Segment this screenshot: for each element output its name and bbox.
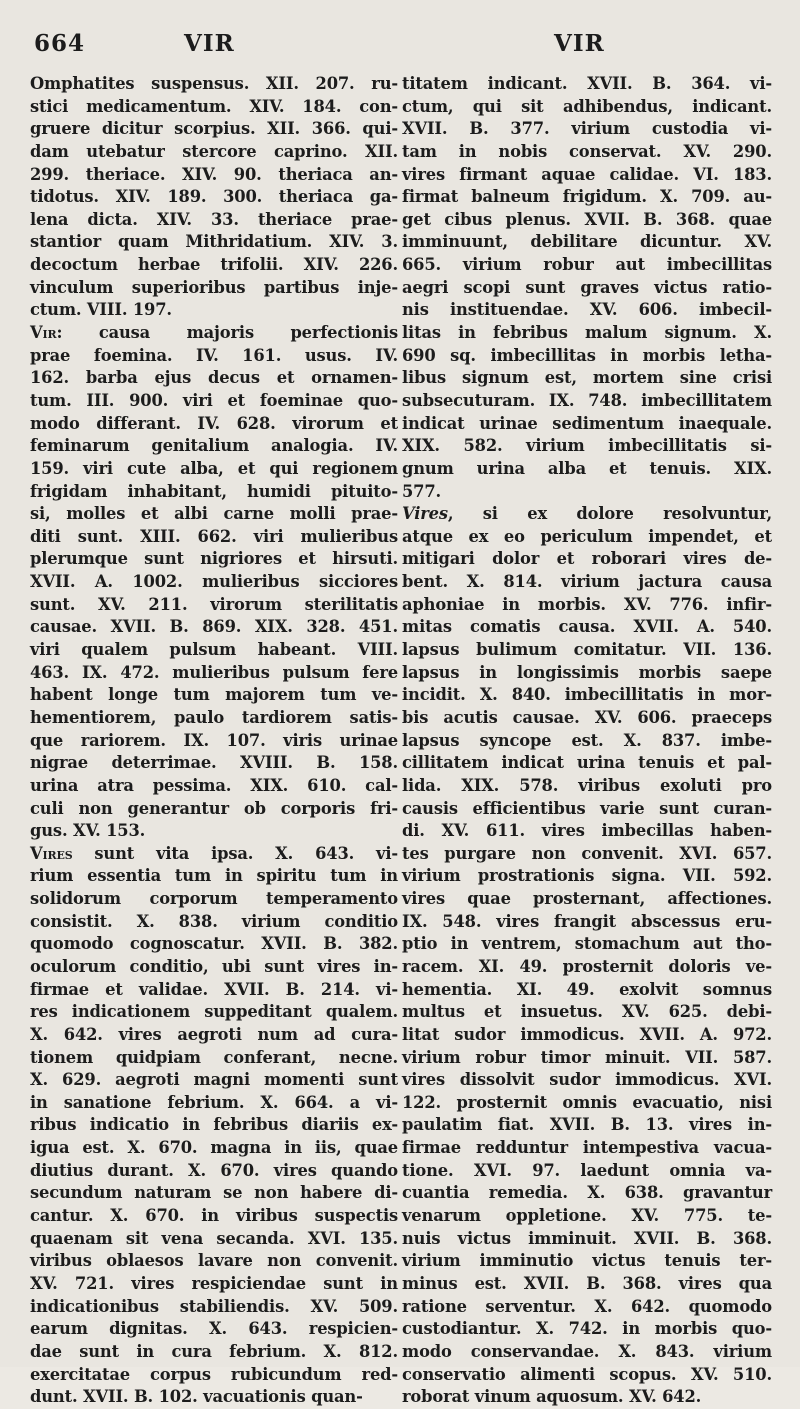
text-line: atque ex eo periculum impendet, et xyxy=(402,526,772,546)
text-line: secundum naturam se non habere di- xyxy=(30,1183,398,1203)
text-line: quomodo cognoscatur. XVII. B. 382. xyxy=(30,934,398,954)
text-line: vinculum superioribus partibus inje- xyxy=(30,277,398,297)
text-line: dam utebatur stercore caprino. XII. xyxy=(30,141,398,161)
text-line: Vires sunt vita ipsa. X. 643. vi- xyxy=(30,843,398,863)
running-head xyxy=(34,30,774,64)
text-line: firmae redduntur intempestiva vacua- xyxy=(402,1138,772,1158)
running-title-left: VIR xyxy=(184,30,235,57)
text-line: indicationibus stabiliendis. XV. 509. xyxy=(30,1296,398,1316)
text-line: Vir: causa majoris perfectionis xyxy=(30,323,398,343)
text-line: subsecuturam. IX. 748. imbecillitatem xyxy=(402,390,772,410)
text-line: XV. 721. vires respiciendae sunt in xyxy=(30,1273,398,1293)
text-line: virium prostrationis signa. VII. 592. xyxy=(402,866,772,886)
text-line: minus est. XVII. B. 368. vires qua xyxy=(402,1273,772,1293)
text-line: virium robur timor minuit. VII. 587. xyxy=(402,1047,772,1067)
text-line: X. 642. vires aegroti num ad cura- xyxy=(30,1024,398,1044)
text-line: prae foemina. IV. 161. usus. IV. xyxy=(30,345,398,365)
right-column xyxy=(402,73,772,1409)
text-line: titatem indicant. XVII. B. 364. vi- xyxy=(402,74,772,93)
text-line: earum dignitas. X. 643. respicien- xyxy=(30,1319,398,1339)
text-line: mitas comatis causa. XVII. A. 540. xyxy=(402,617,772,637)
text-line: tes purgare non convenit. XVI. 657. xyxy=(402,843,772,863)
text-line: indicat urinae sedimentum inaequale. xyxy=(402,413,772,433)
text-line: feminarum genitalium analogia. IV. xyxy=(30,436,398,456)
text-line: cillitatem indicat urina tenuis et pal- xyxy=(402,753,772,773)
text-line: quaenam sit vena secanda. XVI. 135. xyxy=(30,1228,398,1248)
text-line: 577. xyxy=(402,481,442,501)
text-line: si, molles et albi carne molli prae- xyxy=(30,504,398,524)
text-line: aphoniae in morbis. XV. 776. infir- xyxy=(402,594,772,614)
text-line: paulatim fiat. XVII. B. 13. vires in- xyxy=(402,1115,772,1135)
text-line: culi non generantur ob corporis fri- xyxy=(30,798,398,818)
text-line: ratione serventur. X. 642. quomodo xyxy=(402,1296,772,1316)
text-line: 463. IX. 472. mulieribus pulsum fere xyxy=(30,662,398,682)
text-line: 159. viri cute alba, et qui regionem xyxy=(30,458,398,478)
text-line: mitigari dolor et roborari vires de- xyxy=(402,549,772,569)
text-line: nuis victus imminuit. XVII. B. 368. xyxy=(402,1228,772,1248)
text-line: 299. theriace. XIV. 90. theriaca an- xyxy=(30,164,398,184)
text-line: in sanatione febrium. X. 664. a vi- xyxy=(30,1092,398,1112)
text-line: get cibus plenus. XVII. B. 368. quae xyxy=(402,209,772,229)
text-line: multus et insuetus. XV. 625. debi- xyxy=(402,1002,772,1022)
left-column xyxy=(30,73,398,1409)
text-line: oculorum conditio, ubi sunt vires in- xyxy=(30,956,398,976)
running-title-right: VIR xyxy=(554,30,605,57)
text-line: ctum, qui sit adhibendus, indicant. xyxy=(402,96,772,116)
text-line: litas in febribus malum signum. X. xyxy=(402,323,772,343)
text-line: diti sunt. XIII. 662. viri mulieribus xyxy=(30,526,398,546)
text-line: habent longe tum majorem tum ve- xyxy=(30,685,398,705)
text-line: stantior quam Mithridatium. XIV. 3. xyxy=(30,232,398,252)
text-line: res indicationem suppeditant qualem. xyxy=(30,1002,398,1022)
text-line: gruere dicitur scorpius. XII. 366. qui- xyxy=(30,119,398,139)
text-line: decoctum herbae trifolii. XIV. 226. xyxy=(30,255,398,275)
text-line: modo conservandae. X. 843. virium xyxy=(402,1341,772,1361)
text-line: firmat balneum frigidum. X. 709. au- xyxy=(402,187,772,207)
text-line: hementia. XI. 49. exolvit somnus xyxy=(402,979,772,999)
text-line: stici medicamentum. XIV. 184. con- xyxy=(30,96,398,116)
text-line: litat sudor immodicus. XVII. A. 972. xyxy=(402,1024,772,1044)
text-line: gnum urina alba et tenuis. XIX. xyxy=(402,458,772,478)
text-line: tionem quidpiam conferant, necne. xyxy=(30,1047,398,1067)
text-line: dae sunt in cura febrium. X. 812. xyxy=(30,1341,398,1361)
text-line: tidotus. XIV. 189. 300. theriaca ga- xyxy=(30,187,398,207)
text-line: tione. XVI. 97. laedunt omnia va- xyxy=(402,1160,772,1180)
text-line: sunt. XV. 211. virorum sterilitatis xyxy=(30,594,398,614)
text-line: ribus indicatio in febribus diariis ex- xyxy=(30,1115,398,1135)
text-line: dunt. XVII. B. 102. vacuationis quan- xyxy=(30,1387,363,1407)
text-line: gus. XV. 153. xyxy=(30,821,146,841)
text-line: XIX. 582. virium imbecillitatis si- xyxy=(402,436,772,456)
text-line: lida. XIX. 578. viribus exoluti pro xyxy=(402,775,772,795)
text-line: plerumque sunt nigriores et hirsuti. xyxy=(30,549,398,569)
text-line: consistit. X. 838. virium conditio xyxy=(30,911,398,931)
text-line: bent. X. 814. virium jactura causa xyxy=(402,572,772,592)
text-line: custodiantur. X. 742. in morbis quo- xyxy=(402,1319,772,1339)
text-line: cuantia remedia. X. 638. gravantur xyxy=(402,1183,772,1203)
text-line: incidit. X. 840. imbecillitatis in mor- xyxy=(402,685,772,705)
text-line: igua est. X. 670. magna in iis, quae xyxy=(30,1138,398,1158)
text-line: rium essentia tum in spiritu tum in xyxy=(30,866,398,886)
text-line: Omphatites suspensus. XII. 207. ru- xyxy=(30,74,398,93)
text-line: viri qualem pulsum habeant. VIII. xyxy=(30,640,398,660)
text-line: imminuunt, debilitare dicuntur. XV. xyxy=(402,232,772,252)
text-line: X. 629. aegroti magni momenti sunt xyxy=(30,1070,398,1090)
text-line: exercitatae corpus rubicundum red- xyxy=(30,1364,398,1384)
text-line: nis instituendae. XV. 606. imbecil- xyxy=(402,300,772,320)
text-line: vires quae prosternant, affectiones. xyxy=(402,889,772,909)
text-line: bis acutis causae. XV. 606. praeceps xyxy=(402,707,772,727)
text-line: modo differant. IV. 628. virorum et xyxy=(30,413,398,433)
text-line: conservatio alimenti scopus. XV. 510. xyxy=(402,1364,772,1384)
text-line: Vires, si ex dolore resolvuntur, xyxy=(402,504,772,524)
text-line: vires dissolvit sudor immodicus. XVI. xyxy=(402,1070,772,1090)
text-line: hementiorem, paulo tardiorem satis- xyxy=(30,707,398,727)
text-line: vires firmant aquae calidae. VI. 183. xyxy=(402,164,772,184)
text-line: lapsus in longissimis morbis saepe xyxy=(402,662,772,682)
text-line: lena dicta. XIV. 33. theriace prae- xyxy=(30,209,398,229)
text-line: libus signum est, mortem sine crisi xyxy=(402,368,772,388)
text-line: nigrae deterrimae. XVIII. B. 158. xyxy=(30,753,398,773)
text-line: XVII. A. 1002. mulieribus sicciores xyxy=(30,572,398,592)
text-line: viribus oblaesos lavare non convenit. xyxy=(30,1251,398,1271)
text-line: 162. barba ejus decus et ornamen- xyxy=(30,368,398,388)
text-line: causis efficientibus varie sunt curan- xyxy=(402,798,772,818)
text-line: IX. 548. vires frangit abscessus eru- xyxy=(402,911,772,931)
text-line: XVII. B. 377. virium custodia vi- xyxy=(402,119,772,139)
text-line: firmae et validae. XVII. B. 214. vi- xyxy=(30,979,398,999)
text-line: venarum oppletione. XV. 775. te- xyxy=(402,1206,772,1226)
text-line: lapsus bulimum comitatur. VII. 136. xyxy=(402,640,772,660)
text-line: tum. III. 900. viri et foeminae quo- xyxy=(30,390,398,410)
text-line: ctum. VIII. 197. xyxy=(30,300,172,320)
text-line: 690 sq. imbecillitas in morbis letha- xyxy=(402,345,772,365)
text-line: virium imminutio victus tenuis ter- xyxy=(402,1251,772,1271)
text-line: di. XV. 611. vires imbecillas haben- xyxy=(402,821,772,841)
text-line: 122. prosternit omnis evacuatio, nisi xyxy=(402,1092,772,1112)
text-line: 665. virium robur aut imbecillitas xyxy=(402,255,772,275)
text-line: tam in nobis conservat. XV. 290. xyxy=(402,141,772,161)
text-line: aegri scopi sunt graves victus ratio- xyxy=(402,277,772,297)
text-line: frigidam inhabitant, humidi pituito- xyxy=(30,481,398,501)
text-line: cantur. X. 670. in viribus suspectis xyxy=(30,1206,398,1226)
text-line: roborat vinum aquosum. XV. 642. xyxy=(402,1387,702,1407)
text-line: diutius durant. X. 670. vires quando xyxy=(30,1160,398,1180)
text-line: que rariorem. IX. 107. viris urinae xyxy=(30,730,398,750)
text-line: racem. XI. 49. prosternit doloris ve- xyxy=(402,956,772,976)
text-line: lapsus syncope est. X. 837. imbe- xyxy=(402,730,772,750)
text-line: solidorum corporum temperamento xyxy=(30,889,398,909)
text-line: causae. XVII. B. 869. XIX. 328. 451. xyxy=(30,617,398,637)
text-line: urina atra pessima. XIX. 610. cal- xyxy=(30,775,398,795)
page-number: 664 xyxy=(34,30,86,57)
text-line: ptio in ventrem, stomachum aut tho- xyxy=(402,934,772,954)
